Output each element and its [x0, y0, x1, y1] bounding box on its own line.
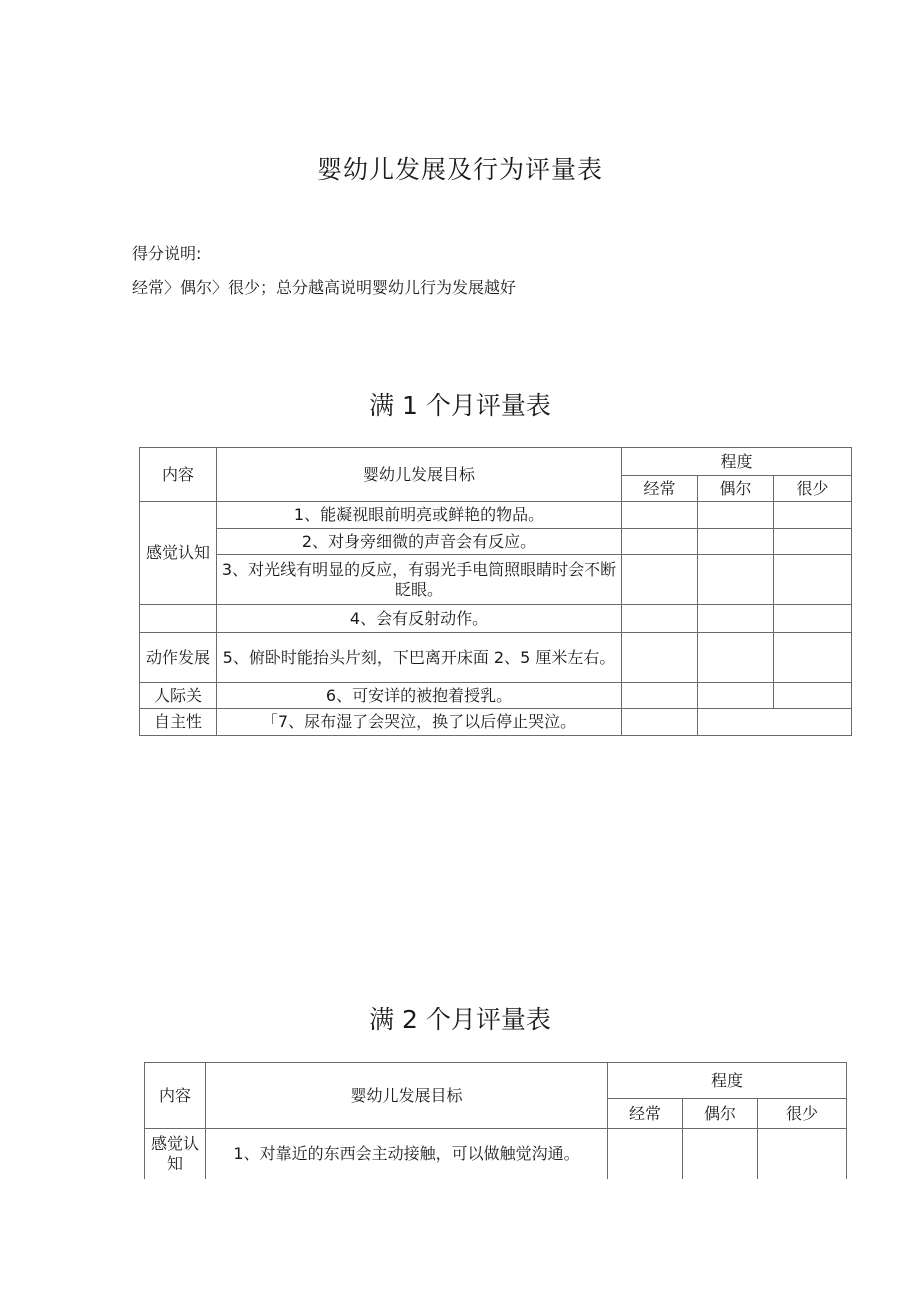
goal-item: 3、对光线有明显的反应，有弱光手电筒照眼睛时会不断眨眼。 [217, 555, 622, 605]
score-cell-rarely[interactable] [774, 683, 852, 709]
month-1-table [139, 447, 852, 736]
category-social: 人际关 [140, 683, 217, 709]
header-sometimes: 偶尔 [683, 1099, 758, 1129]
header-goal: 婴幼儿发展目标 [206, 1063, 608, 1129]
goal-item: 1、对靠近的东西会主动接触，可以做触觉沟通。 [206, 1129, 608, 1179]
header-often: 经常 [608, 1099, 683, 1129]
score-cell-sometimes[interactable] [698, 529, 774, 555]
score-cell-sometimes[interactable] [698, 633, 774, 683]
goal-item: 5、俯卧时能抬头片刻，下巴离开床面 2、5 厘米左右。 [217, 633, 622, 683]
table-row [140, 605, 852, 633]
goal-item: 6、可安详的被抱着授乳。 [217, 683, 622, 709]
header-degree: 程度 [622, 448, 852, 476]
header-goal: 婴幼儿发展目标 [217, 448, 622, 502]
score-cell-often[interactable] [622, 529, 698, 555]
score-cell-rarely[interactable] [774, 502, 852, 529]
score-note-heading: 得分说明: [132, 244, 202, 263]
score-cell-often[interactable] [622, 605, 698, 633]
table-row [140, 633, 852, 683]
goal-item: 1、能凝视眼前明亮或鲜艳的物品。 [217, 502, 622, 529]
category-sensory: 感觉认知 [145, 1129, 206, 1179]
table-row [140, 683, 852, 709]
header-often: 经常 [622, 476, 698, 502]
header-content: 内容 [140, 448, 217, 502]
score-cell-often[interactable] [622, 709, 698, 736]
score-cell-often[interactable] [622, 555, 698, 605]
table-row [140, 502, 852, 529]
score-cell-rarely[interactable] [774, 529, 852, 555]
score-cell-sometimes[interactable] [698, 683, 774, 709]
score-cell-rarely[interactable] [774, 605, 852, 633]
document-title: 婴幼儿发展及行为评量表 [316, 155, 603, 184]
section-1-title: 满 1 个月评量表 [369, 391, 551, 420]
score-cell-sometimes[interactable] [698, 555, 774, 605]
category-self: 自主性 [140, 709, 217, 736]
header-rarely: 很少 [774, 476, 852, 502]
score-cell-sometimes[interactable] [698, 605, 774, 633]
section-2-title: 满 2 个月评量表 [369, 1005, 551, 1034]
table-row [140, 555, 852, 605]
goal-item: 「7、尿布湿了会哭泣，换了以后停止哭泣。 [217, 709, 622, 736]
category-sensory: 感觉认知 [140, 502, 217, 605]
header-sometimes: 偶尔 [698, 476, 774, 502]
score-cell-often[interactable] [608, 1129, 683, 1179]
month-2-table [144, 1062, 847, 1179]
goal-item: 2、对身旁细微的声音会有反应。 [217, 529, 622, 555]
header-degree: 程度 [608, 1063, 847, 1099]
score-cell-sometimes[interactable] [698, 502, 774, 529]
table-row [145, 1129, 847, 1179]
score-cell-often[interactable] [622, 683, 698, 709]
header-content: 内容 [145, 1063, 206, 1129]
category-motor: 动作发展 [140, 633, 217, 683]
score-cell-rarely[interactable] [774, 555, 852, 605]
table-row [140, 709, 852, 736]
goal-item: 4、会有反射动作。 [217, 605, 622, 633]
score-cell-rarely[interactable] [758, 1129, 847, 1179]
score-note-text: 经常〉偶尔〉很少；总分越高说明婴幼儿行为发展越好 [132, 278, 517, 297]
score-cell-sometimes[interactable] [698, 709, 852, 736]
table-row [140, 529, 852, 555]
header-rarely: 很少 [758, 1099, 847, 1129]
category-empty [140, 605, 217, 633]
score-cell-sometimes[interactable] [683, 1129, 758, 1179]
score-cell-rarely[interactable] [774, 633, 852, 683]
score-cell-often[interactable] [622, 633, 698, 683]
score-cell-often[interactable] [622, 502, 698, 529]
